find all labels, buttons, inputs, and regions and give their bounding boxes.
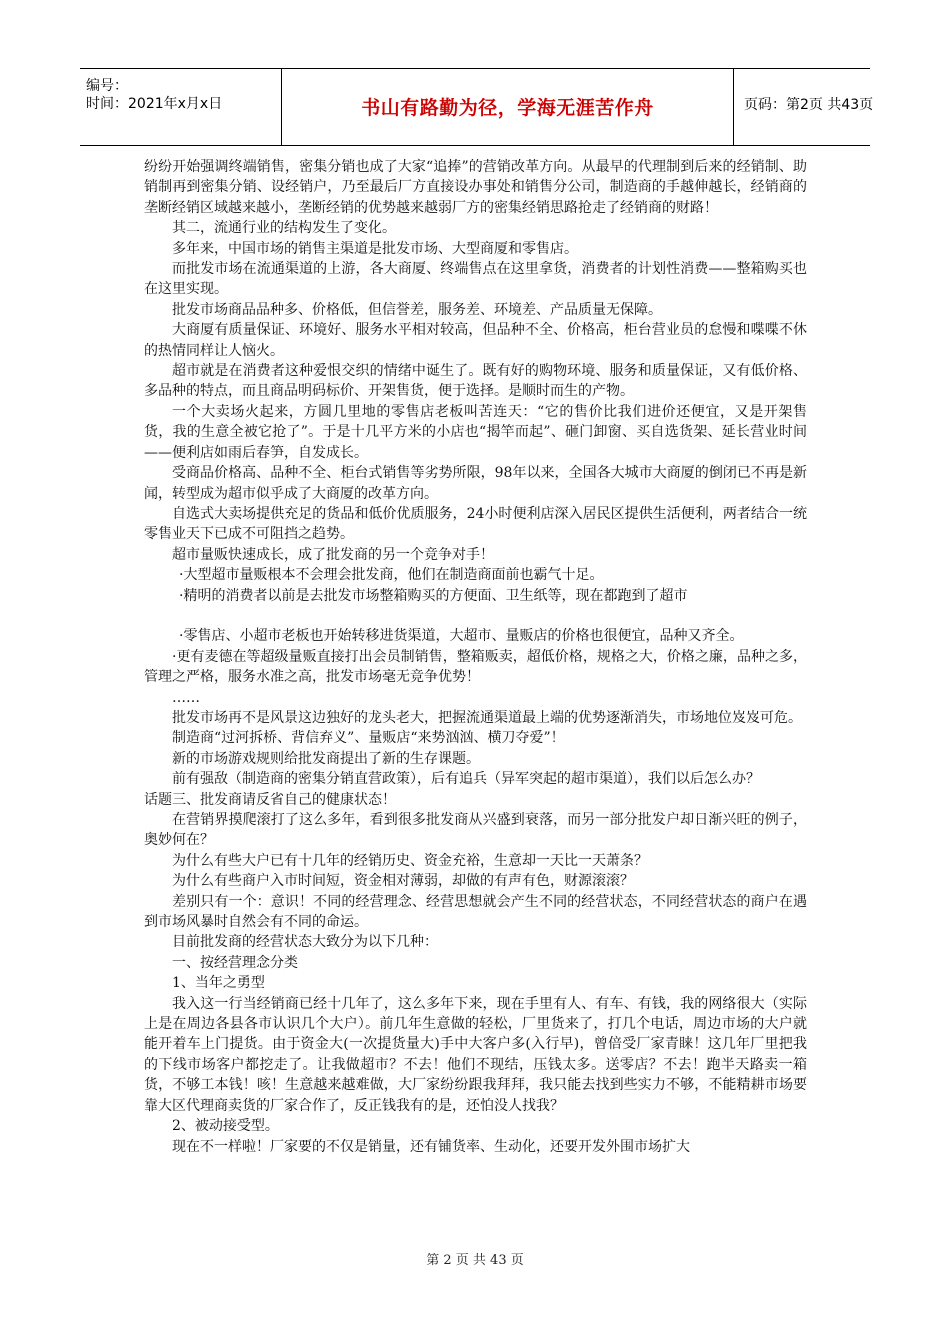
body-paragraph: ·零售店、小超市老板也开始转移进货渠道，大超市、量贩店的价格也很便宜，品种又齐全。 — [179, 628, 744, 645]
body-paragraph: 制造商“过河拆桥、背信弃义”、量贩店“来势汹汹、横刀夺爱”！ — [172, 730, 565, 747]
body-paragraph: 多年来，中国市场的销售主渠道是批发市场、大型商厦和零售店。 — [172, 240, 578, 257]
body-paragraph: 纷纷开始强调终端销售，密集分销也成了大家“追捧”的营销改革方向。从最早的代理制到后来的经销制、助销制再到密集分销、设经销户，乃至最后厂方直接设办事处和销售分公司，制造商的手越伸越长，经销商的垄断经销区域越来越小，垄断经销的优势越来越弱厂方的密集经销思路抢走了经销商的财路！ — [144, 159, 807, 216]
body-paragraph: 1、当年之勇型 — [172, 975, 265, 992]
header-page-cell — [734, 69, 874, 145]
header-meta-cell — [80, 69, 282, 145]
body-paragraph: 为什么有些商户入市时间短，资金相对薄弱，却做的有声有色，财源滚滚？ — [172, 873, 634, 890]
document-body — [144, 157, 807, 1157]
page-header — [80, 68, 874, 146]
body-paragraph: …… — [172, 689, 200, 706]
body-paragraph: 新的市场游戏规则给批发商提出了新的生存课题。 — [172, 750, 480, 767]
body-paragraph: 大商厦有质量保证、环境好、服务水平相对较高，但品种不全、价格高，柜台营业员的怠慢和喋喋不休的热情同样让人恼火。 — [144, 322, 807, 359]
body-paragraph: 现在不一样啦！厂家要的不仅是销量，还有铺货率、生动化，还要开发外围市场扩大 — [172, 1138, 690, 1155]
body-paragraph: 一、按经营理念分类 — [172, 954, 298, 971]
body-paragraph: 2、被动接受型。 — [172, 1118, 279, 1135]
body-paragraph: ·精明的消费者以前是去批发市场整箱购买的方便面、卫生纸等，现在都跑到了超市 — [179, 587, 688, 604]
body-paragraph: 话题三、批发商请反省自己的健康状态！ — [144, 791, 396, 808]
body-paragraph: 批发市场再不是风景这边独好的龙头老大，把握流通渠道最上端的优势逐渐消失，市场地位岌岌可危。 — [172, 709, 802, 726]
document-code-label: 编号： — [86, 78, 128, 94]
body-paragraph — [144, 606, 807, 626]
body-paragraph: 超市就是在消费者这种爱恨交织的情绪中诞生了。既有好的购物环境、服务和质量保证，又有低价格、多品种的特点，而且商品明码标价、开架售货，便于选择。是顺时而生的产物。 — [144, 363, 807, 400]
header-motto-cell — [282, 69, 734, 145]
document-date-label: 时间：2021年x月x日 — [86, 96, 223, 112]
body-paragraph: 受商品价格高、品种不全、柜台式销售等劣势所限，98年以来，全国各大城市大商厦的倒闭已不再是新闻，转型成为超市似乎成了大商厦的改革方向。 — [144, 465, 807, 502]
body-paragraph: 为什么有些大户已有十几年的经销历史、资金充裕，生意却一天比一天萧条？ — [172, 852, 648, 869]
body-paragraph: 其二，流通行业的结构发生了变化。 — [172, 220, 396, 237]
header-motto: 书山有路勤为径，学海无涯苦作舟 — [361, 97, 654, 119]
body-paragraph: 目前批发商的经营状态大致分为以下几种： — [172, 934, 438, 951]
body-paragraph: 前有强敌（制造商的密集分销直营政策），后有追兵（异军突起的超市渠道），我们以后怎么办？ — [172, 771, 760, 788]
page-footer: 第 2 页 共 43 页 — [426, 1253, 524, 1268]
body-paragraph: 而批发市场在流通渠道的上游，各大商厦、终端售点在这里拿货，消费者的计划性消费——整箱购买也在这里实现。 — [144, 261, 807, 298]
body-paragraph: 超市量贩快速成长，成了批发商的另一个竞争对手！ — [172, 546, 494, 563]
header-page-label: 页码：第2页 共43页 — [744, 97, 874, 113]
body-paragraph: 在营销界摸爬滚打了这么多年，看到很多批发商从兴盛到衰落，而另一部分批发户却日渐兴旺的例子，奥妙何在？ — [144, 812, 807, 849]
body-paragraph: 一个大卖场火起来，方圆几里地的零售店老板叫苦连天：“它的售价比我们进价还便宜，又是开架售货，我的生意全被它抢了”。于是十几平方米的小店也“揭竿而起”、砸门卸窗、买自选货架、延长营业时间——便利店如雨后春笋，自发成长。 — [144, 403, 807, 461]
body-paragraph: ·大型超市量贩根本不会理会批发商，他们在制造商面前也霸气十足。 — [179, 567, 604, 584]
body-paragraph: ·更有麦德在等超级量贩直接打出会员制销售，整箱贩卖，超低价格，规格之大，价格之廉，品种之多，管理之严格，服务水准之高，批发市场毫无竞争优势！ — [144, 648, 807, 686]
body-paragraph: 差别只有一个：意识！不同的经营理念、经营思想就会产生不同的经营状态，不同经营状态的商户在遇到市场风暴时自然会有不同的命运。 — [144, 893, 807, 931]
body-paragraph: 我入这一行当经销商已经十几年了，这么多年下来，现在手里有人、有车、有钱，我的网络很大（实际上是在周边各县各市认识几个大户）。前几年生意做的轻松，厂里货来了，打几个电话，周边市场的大户就能开着车上门提货。由于资金大(一次提货量大)手中大客户多(入行早)，曾倍受厂家青睐！这几年厂里把我的下线市场客户都挖走了。让我做超市？不去！他们不现结，压钱太多。送零店？不去！跑半天路卖一箱货，不够工本钱！咳！生意越来越难做，大厂家纷纷跟我拜拜，我只能去找到些实力不够，不能精耕市场要靠大区代理商卖货的厂家合作了，反正钱我有的是，还怕没人找我？ — [144, 995, 807, 1114]
body-paragraph: 自选式大卖场提供充足的货品和低价优质服务，24小时便利店深入居民区提供生活便利，两者结合一统零售业天下已成不可阻挡之趋势。 — [144, 505, 807, 543]
body-paragraph: 批发市场商品品种多、价格低，但信誉差，服务差、环境差、产品质量无保障。 — [172, 301, 662, 318]
